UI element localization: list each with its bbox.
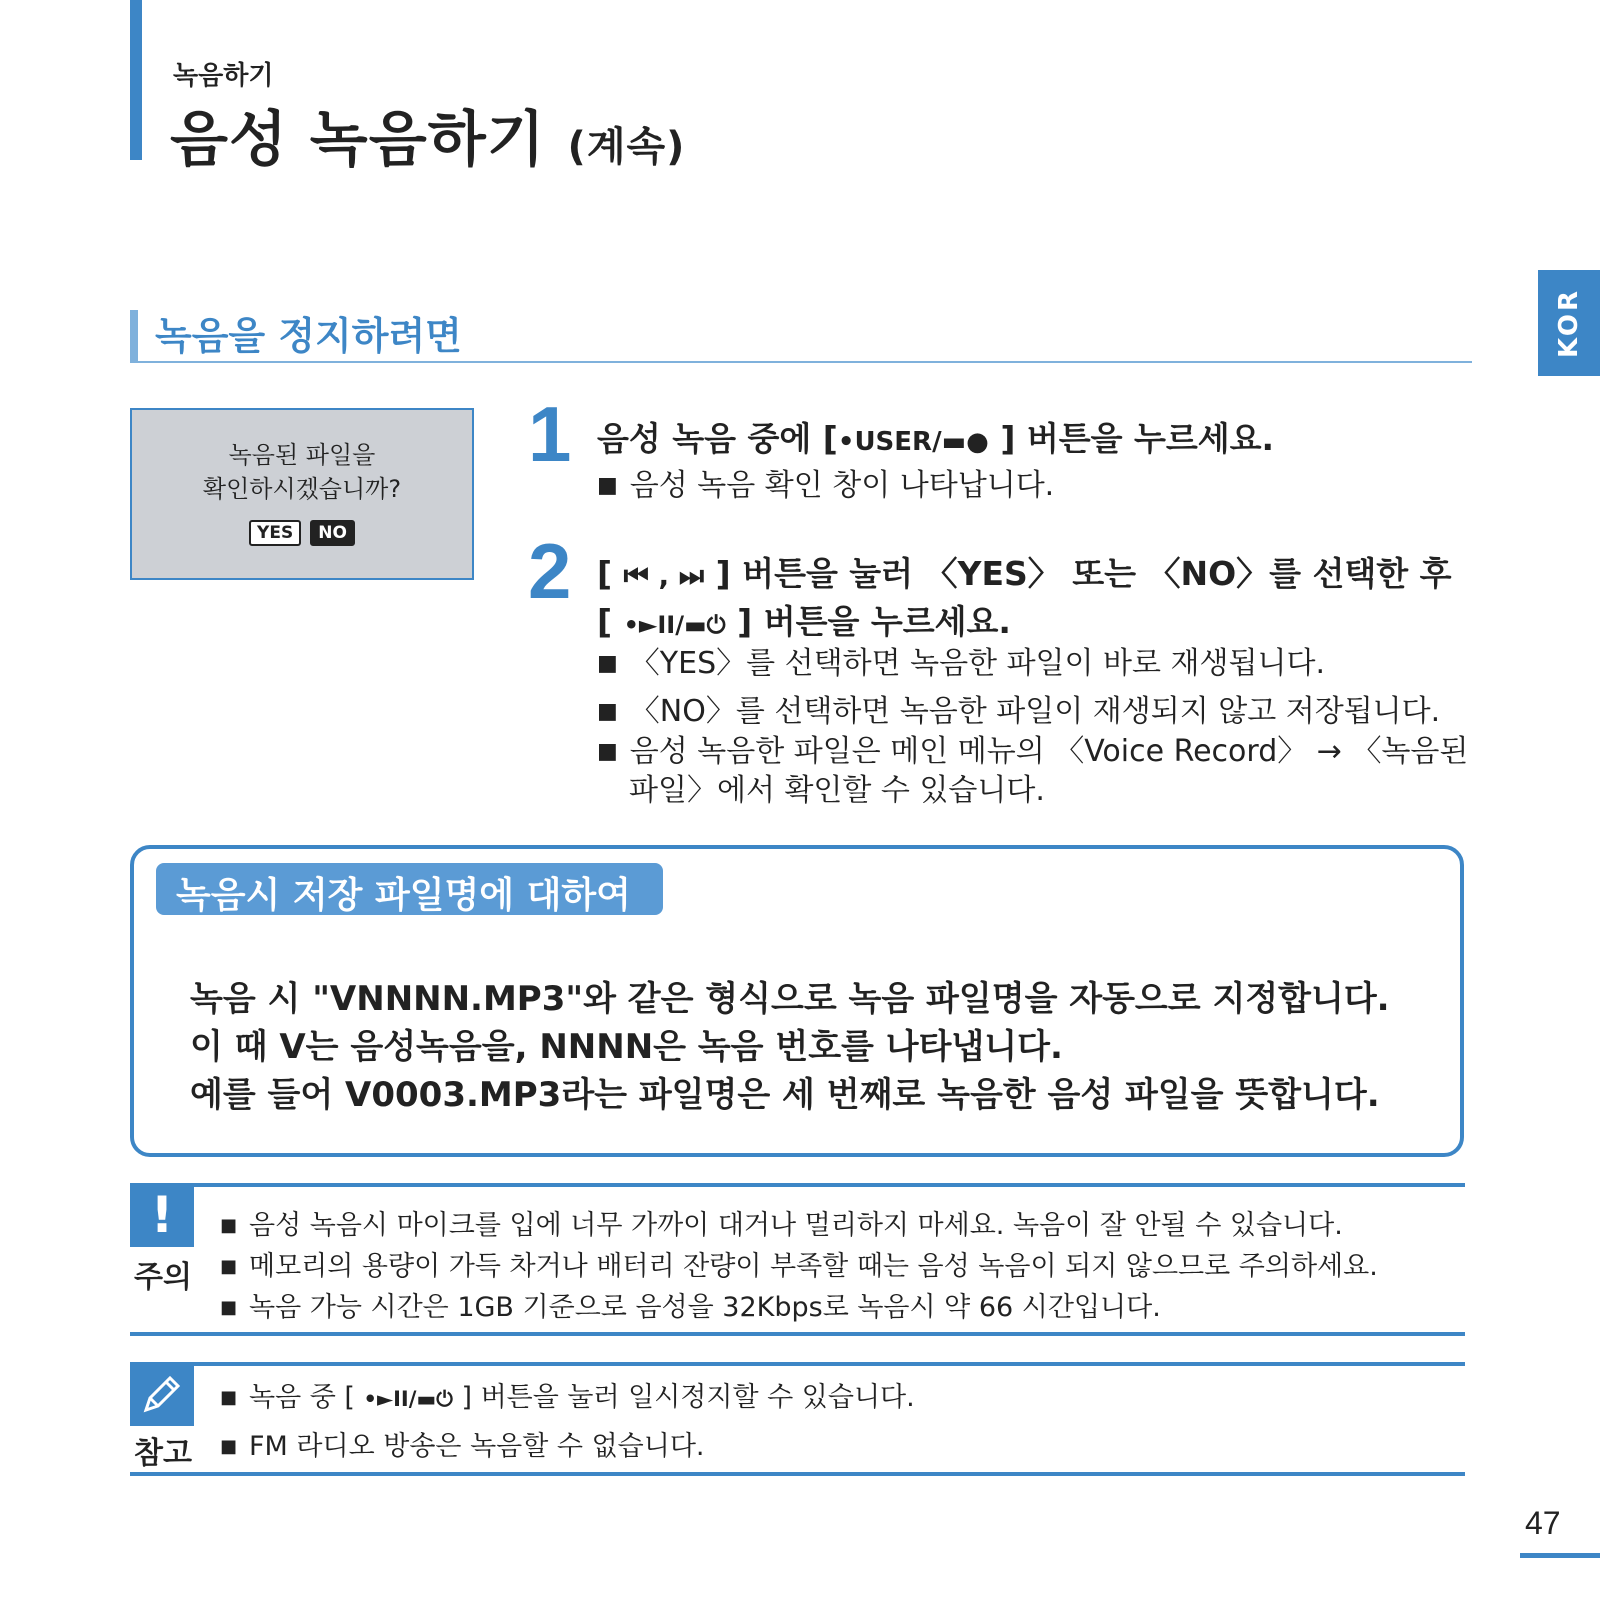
step-2-line1-post: ] 버튼을 눌러 〈YES〉 또는 〈NO〉를 선택한 후 [704,554,1452,593]
page-title-suffix: (계속) [567,124,686,170]
device-message-line1: 녹음된 파일을 [228,441,376,469]
note-item-1-pre: 녹음 중 [ [249,1382,364,1413]
filename-info-label-text: 녹음시 저장 파일명에 대하여 [176,875,631,916]
page-title-text: 음성 녹음하기 [170,105,546,175]
user-rec-key-icon: •USER/▬● [837,427,989,457]
language-tab [1538,270,1600,376]
page-number-underline [1520,1553,1600,1558]
language-tab-label: KOR [1554,287,1584,359]
device-no-button: NO [310,520,355,546]
section-divider [130,361,1472,363]
step-1-bullet-1-text: 음성 녹음 확인 창이 나타납니다. [629,468,1055,503]
step-2-line2-post: ] 버튼을 누르세요. [725,602,1011,641]
step-2-line2-pre: [ [597,602,624,641]
step-2-bullet-1 [597,638,1325,682]
caution-item-3-text: 녹음 가능 시간은 1GB 기준으로 음성을 32Kbps로 녹음시 약 66 시간입니다. [249,1292,1161,1323]
bullet-square-icon: ■ [597,699,618,724]
step-2-line1-pre: [ [597,554,624,593]
note-bottom-rule [130,1472,1465,1476]
step-2-number: 2 [528,527,572,615]
caution-item-1 [220,1203,1343,1242]
note-label: 참고 [134,1436,192,1471]
pencil-icon [130,1362,194,1426]
device-screen [130,408,474,580]
device-yes-button: YES [249,520,301,546]
note-item-1-post: ] 버튼을 눌러 일시정지할 수 있습니다. [452,1382,915,1413]
bullet-square-icon: ■ [597,473,618,498]
bullet-square-icon: ■ [220,1256,238,1277]
bullet-square-icon: ■ [220,1387,238,1408]
step-1-text-pre: 음성 녹음 중에 [ [597,419,838,458]
info-line-2: 이 때 V는 음성녹음을, NNNN은 녹음 번호를 나타냅니다. [190,1027,1063,1067]
step-1-bullet-1 [597,460,1054,504]
section-accent-bar [130,310,138,362]
device-message [132,438,472,506]
note-item-2-text: FM 라디오 방송은 녹음할 수 없습니다. [249,1431,705,1462]
header-accent-bar [130,0,142,160]
prev-next-key-icon: ⏮ , ⏭ [623,559,705,592]
caution-item-3 [220,1285,1161,1324]
step-1-instruction [597,413,1274,460]
caution-top-rule [130,1183,1465,1187]
step-2-bullet-1-text: 〈YES〉를 선택하면 녹음한 파일이 바로 재생됩니다. [629,646,1325,681]
bullet-square-icon: ■ [597,651,618,676]
step-2-instruction-line2 [597,596,1011,643]
step-1-text-post: ] 버튼을 누르세요. [988,419,1275,458]
bullet-square-icon: ■ [597,739,618,764]
header-subtitle: 녹음하기 [173,61,274,91]
section-title: 녹음을 정지하려면 [155,314,462,358]
caution-bottom-rule [130,1332,1465,1336]
step-2-bullet-3-text: 음성 녹음한 파일은 메인 메뉴의 〈Voice Record〉 → 〈녹음된 파일〉에서 확인할 수 있습니다. [629,734,1469,808]
bullet-square-icon: ■ [220,1436,238,1457]
caution-item-2 [220,1244,1378,1283]
device-buttons [132,520,472,546]
caution-label: 주의 [134,1260,192,1295]
step-2-bullet-2 [597,686,1440,730]
bullet-square-icon: ■ [220,1297,238,1318]
caution-item-1-text: 음성 녹음시 마이크를 입에 너무 가까이 대거나 멀리하지 마세요. 녹음이 잘 안될 수 있습니다. [249,1210,1343,1241]
bullet-square-icon: ■ [220,1215,238,1236]
info-line-3: 예를 들어 V0003.MP3라는 파일명은 세 번째로 녹음한 음성 파일을 뜻합니다. [190,1075,1380,1115]
play-pause-key-icon: •►II/▬⏻ [623,611,726,639]
filename-info-label [156,863,663,915]
caution-item-2-text: 메모리의 용량이 가득 차거나 배터리 잔량이 부족할 때는 음성 녹음이 되지 않으므로 주의하세요. [249,1251,1378,1282]
page-number: 47 [1525,1505,1561,1541]
filename-info-body [190,975,1390,1119]
exclamation-icon: ! [130,1183,194,1247]
device-message-line2: 확인하시겠습니까? [202,475,402,503]
step-1-number: 1 [528,390,572,478]
step-2-bullet-3 [597,734,1504,809]
step-2-bullet-2-text: 〈NO〉를 선택하면 녹음한 파일이 재생되지 않고 저장됩니다. [629,694,1441,729]
info-line-1: 녹음 시 "VNNNN.MP3"와 같은 형식으로 녹음 파일명을 자동으로 지정합니다. [190,979,1390,1019]
note-item-2 [220,1424,704,1463]
step-2-instruction-line1 [597,548,1452,595]
note-item-1 [220,1375,915,1414]
note-top-rule [130,1362,1465,1366]
play-pause-key-icon: •►II/▬⏻ [363,1387,453,1411]
page-title [170,92,685,178]
